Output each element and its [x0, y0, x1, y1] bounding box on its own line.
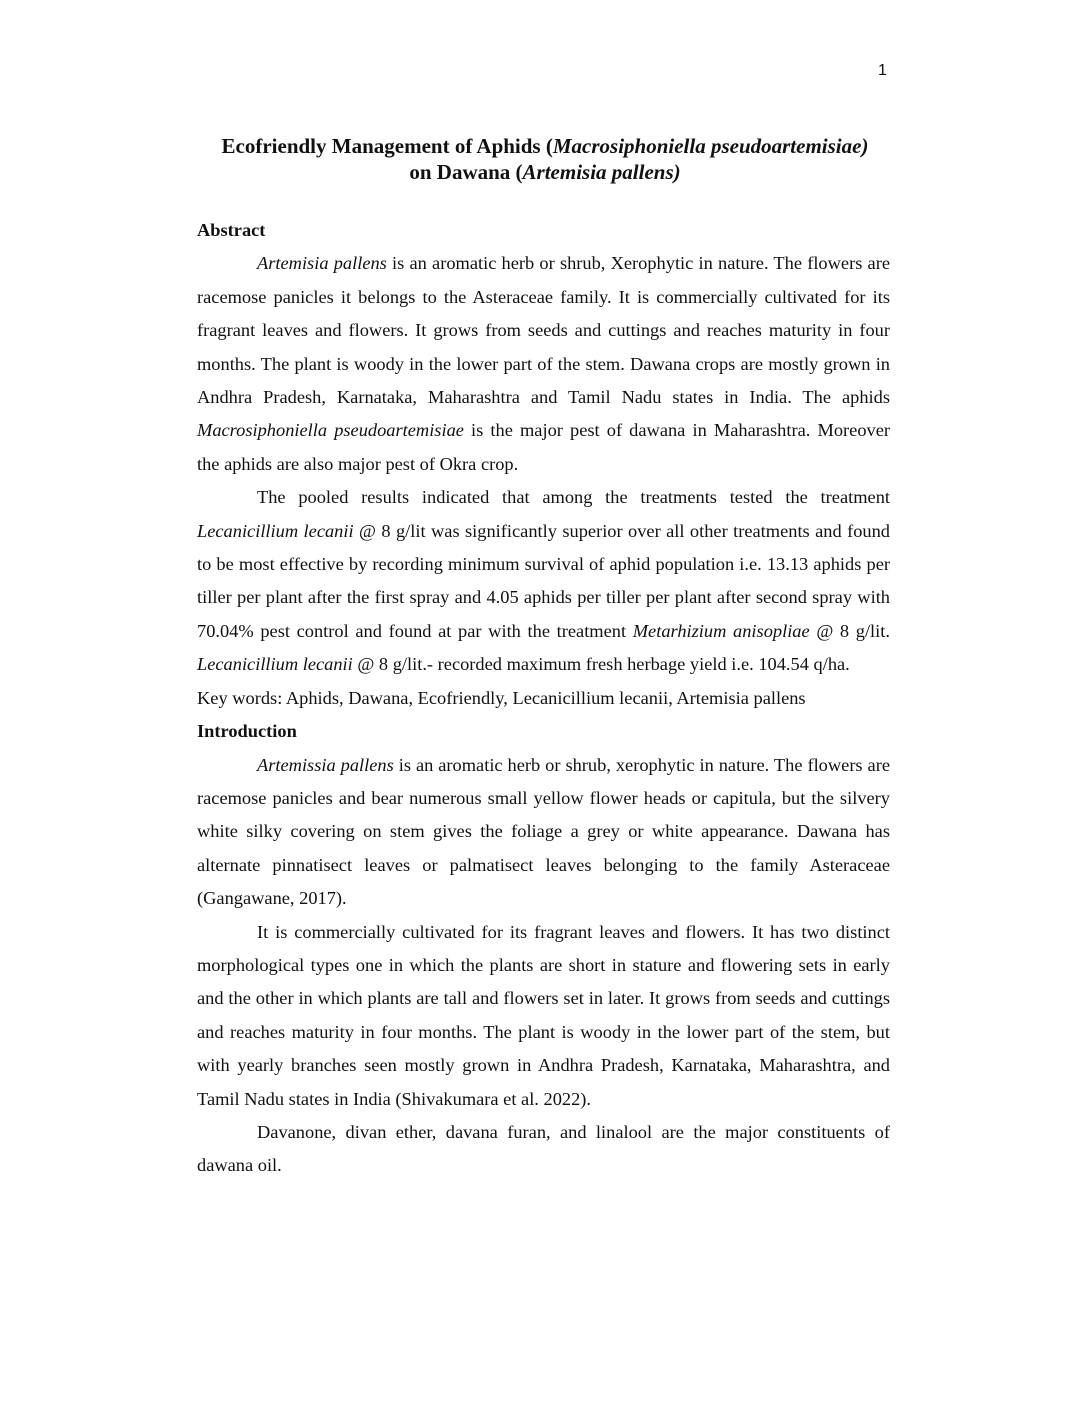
introduction-paragraph-3: Davanone, divan ether, davana furan, and linalool are the major constituents of dawana oil. [197, 1121, 890, 1176]
title-line-2: on Dawana (Artemisia pallens) [409, 160, 681, 184]
abstract-heading: Abstract [197, 220, 266, 240]
page-number: 1 [878, 62, 887, 79]
title-species-name: Macrosiphoniella pseudoartemisiae) [552, 134, 869, 158]
paper-body [197, 214, 890, 1183]
title-line-1: Ecofriendly Management of Aphids (Macrosiphoniella pseudoartemisiae) [221, 134, 869, 158]
title-host-name: Artemisia pallens) [522, 160, 681, 184]
abstract-paragraph-1: Artemisia pallens is an aromatic herb or shrub, Xerophytic in nature. The flowers are racemose panicles it belongs to the Asteraceae family. It is commercially cultivated for its fragrant leaves and flowers. It grows from seeds and cuttings and reaches maturity in four months. The plant is woody in the lower part of the stem. Dawana crops are mostly grown in Andhra Pradesh, Karnataka, Maharashtra and Tamil Nadu states in India. The aphids Macrosiphoniella pseudoartemisiae is the major pest of dawana in Maharashtra. Moreover the aphids are also major pest of Okra crop. [197, 253, 890, 474]
abstract-paragraph-2: The pooled results indicated that among the treatments tested the treatment Lecanicillium lecanii @ 8 g/lit was significantly superior over all other treatments and found to be most effective by recording minimum survival of aphid population i.e. 13.13 aphids per tiller per plant after the first spray and 4.05 aphids per tiller per plant after second spray with 70.04% pest control and found at par with the treatment Metarhizium anisopliae @ 8 g/lit. Lecanicillium lecanii @ 8 g/lit.- recorded maximum fresh herbage yield i.e. 104.54 q/ha. [197, 487, 890, 675]
introduction-paragraph-1: Artemissia pallens is an aromatic herb or shrub, xerophytic in nature. The flowers are racemose panicles and bear numerous small yellow flower heads or capitula, but the silvery white silky covering on stem gives the foliage a grey or white appearance. Dawana has alternate pinnatisect leaves or palmatisect leaves belonging to the family Asteraceae (Gangawane, 2017). [197, 754, 890, 909]
keywords: Key words: Aphids, Dawana, Ecofriendly, Lecanicillium lecanii, Artemisia pallens [197, 687, 806, 708]
paper-title [150, 133, 940, 185]
introduction-paragraph-2: It is commercially cultivated for its fragrant leaves and flowers. It has two distinct morphological types one in which the plants are short in stature and flowering sets in early and the other in which plants are tall and flowers set in later. It grows from seeds and cuttings and reaches maturity in four months. The plant is woody in the lower part of the stem, but with yearly branches seen mostly grown in Andhra Pradesh, Karnataka, Maharashtra, and Tamil Nadu states in India (Shivakumara et al. 2022). [197, 921, 890, 1109]
introduction-heading: Introduction [197, 721, 297, 742]
